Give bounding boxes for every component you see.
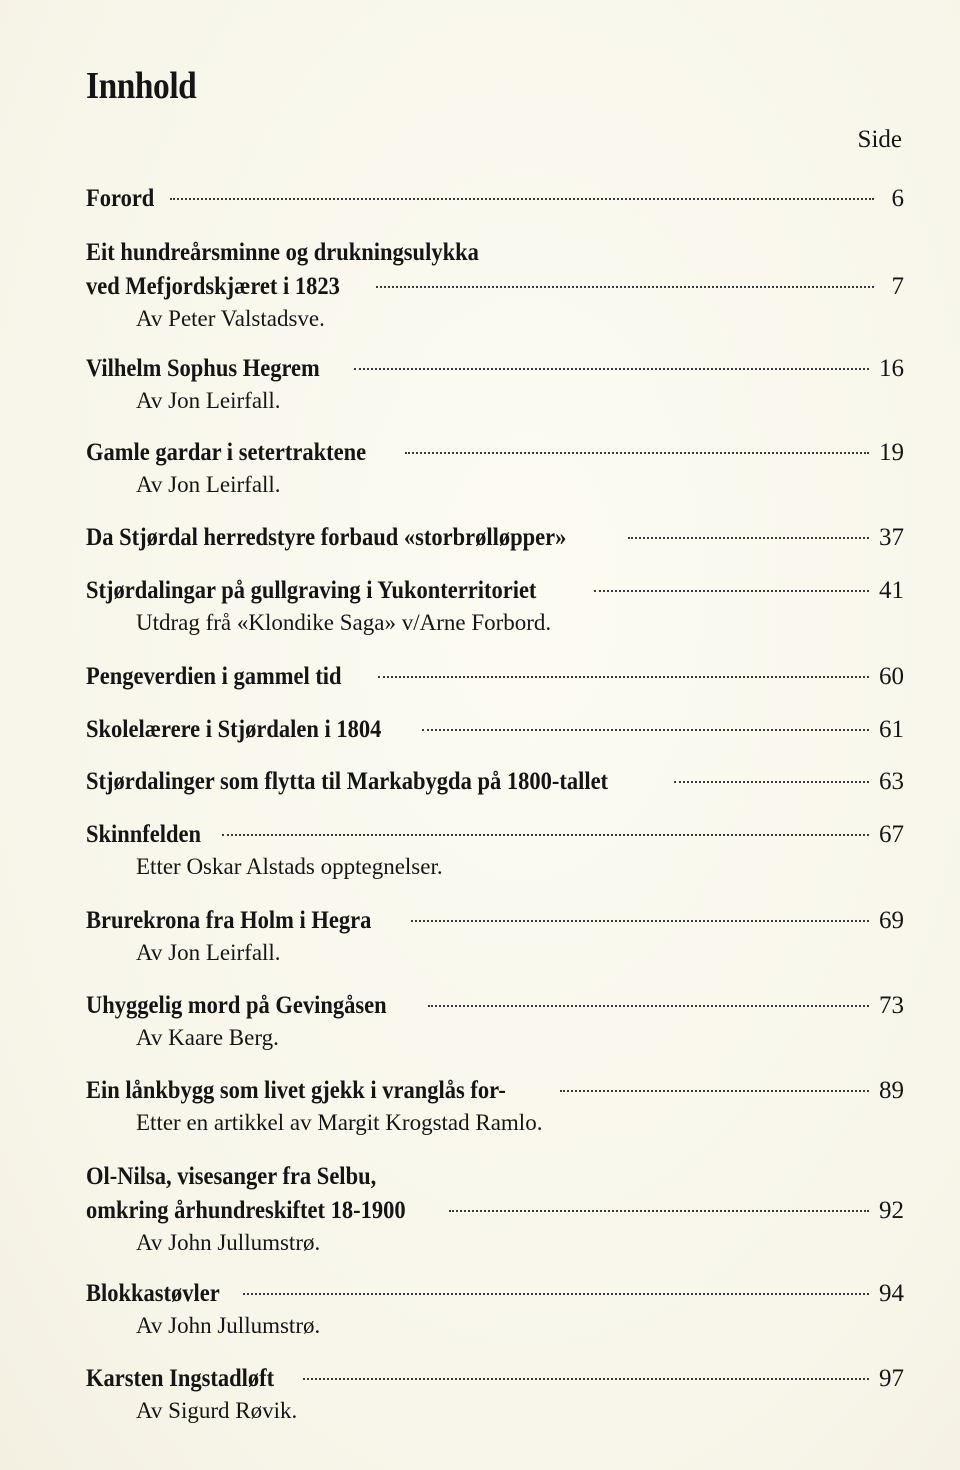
entry-author: Av Jon Leirfall. xyxy=(136,388,281,413)
entry-author: Av Jon Leirfall. xyxy=(136,940,281,965)
page-title: Innhold xyxy=(86,65,197,107)
toc-entry xyxy=(86,660,904,694)
page-number: 94 xyxy=(879,1280,904,1307)
entry-author: Etter Oskar Alstads opptegnelser. xyxy=(136,854,443,879)
page-number: 67 xyxy=(879,821,904,848)
page-number: 19 xyxy=(879,439,904,466)
entry-title: Brurekrona fra Holm i Hegra xyxy=(86,907,372,934)
dot-leader xyxy=(411,920,869,922)
entry-title-line-2: ved Mefjordskjæret i 1823 xyxy=(86,273,340,300)
dot-leader xyxy=(628,537,869,539)
page-number: 37 xyxy=(879,524,904,551)
toc-entry xyxy=(86,436,904,500)
entry-title: Stjørdalinger som flytta til Markabygda på 1800-tallet xyxy=(86,768,609,795)
page-number: 97 xyxy=(879,1365,904,1392)
entry-title: Karsten Ingstadløft xyxy=(86,1365,275,1392)
entry-author: Av John Jullumstrø. xyxy=(136,1230,321,1255)
entry-title: Gamle gardar i setertraktene xyxy=(86,439,367,466)
page-number: 73 xyxy=(879,992,904,1019)
entry-title: Skinnfelden xyxy=(86,821,202,848)
entry-author: Av Jon Leirfall. xyxy=(136,472,281,497)
toc-entry xyxy=(86,1362,904,1426)
toc-entry xyxy=(86,904,904,968)
dot-leader xyxy=(560,1090,869,1092)
toc-entry xyxy=(86,521,904,555)
page-number: 63 xyxy=(879,768,904,795)
page-number: 89 xyxy=(879,1077,904,1104)
entry-title: Pengeverdien i gammel tid xyxy=(86,663,342,690)
dot-leader xyxy=(428,1005,869,1007)
entry-author: Av Peter Valstadsve. xyxy=(136,306,325,331)
toc-entry xyxy=(86,989,904,1053)
entry-title: Blokkastøvler xyxy=(86,1280,220,1307)
page-number: 60 xyxy=(879,663,904,690)
entry-author: Av Sigurd Røvik. xyxy=(136,1398,298,1423)
toc-entry xyxy=(86,818,904,882)
entry-author: Av Kaare Berg. xyxy=(136,1025,279,1050)
entry-author: Etter en artikkel av Margit Krogstad Ramlo. xyxy=(136,1110,543,1135)
page-number: 61 xyxy=(879,716,904,743)
toc-entry xyxy=(86,765,904,799)
page-number: 6 xyxy=(891,185,904,212)
entry-title-line-2: omkring århundreskiftet 18-1900 xyxy=(86,1197,406,1224)
entry-title-line-1: Ol-Nilsa, visesanger fra Selbu, xyxy=(86,1163,377,1190)
toc-entry xyxy=(86,1160,904,1258)
dot-leader xyxy=(222,834,869,836)
entry-title-line-1: Eit hundreårsminne og drukningsulykka xyxy=(86,239,479,266)
entry-title: Da Stjørdal herredstyre forbaud «storbrølløpper» xyxy=(86,524,567,551)
dot-leader xyxy=(378,676,869,678)
entry-author: Utdrag frå «Klondike Saga» v/Arne Forbord. xyxy=(136,610,552,635)
toc-entry xyxy=(86,574,904,638)
page-number: 41 xyxy=(879,577,904,604)
toc-entry xyxy=(86,236,904,334)
dot-leader xyxy=(170,198,874,200)
entry-title: Vilhelm Sophus Hegrem xyxy=(86,355,320,382)
entry-title: Ein lånkbygg som livet gjekk i vranglås for- xyxy=(86,1077,506,1104)
dot-leader xyxy=(449,1210,869,1212)
dot-leader xyxy=(303,1378,869,1380)
toc-entry xyxy=(86,713,904,747)
toc-entry xyxy=(86,1277,904,1341)
dot-leader xyxy=(674,781,869,783)
page-number: 7 xyxy=(891,273,904,300)
page-number: 16 xyxy=(879,355,904,382)
toc-entry xyxy=(86,182,904,216)
dot-leader xyxy=(405,452,869,454)
entry-title: Forord xyxy=(86,185,155,212)
page-number: 69 xyxy=(879,907,904,934)
page-column-label: Side xyxy=(857,126,902,153)
entry-author: Av John Jullumstrø. xyxy=(136,1313,321,1338)
dot-leader xyxy=(594,590,869,592)
entry-title: Stjørdalingar på gullgraving i Yukonterritoriet xyxy=(86,577,537,604)
dot-leader xyxy=(354,368,869,370)
toc-entry xyxy=(86,352,904,416)
page-number: 92 xyxy=(879,1197,904,1224)
toc-entry xyxy=(86,1074,904,1138)
dot-leader xyxy=(376,286,874,288)
dot-leader xyxy=(422,729,869,731)
entry-title: Skolelærere i Stjørdalen i 1804 xyxy=(86,716,382,743)
entry-title: Uhyggelig mord på Gevingåsen xyxy=(86,992,387,1019)
dot-leader xyxy=(243,1293,869,1295)
